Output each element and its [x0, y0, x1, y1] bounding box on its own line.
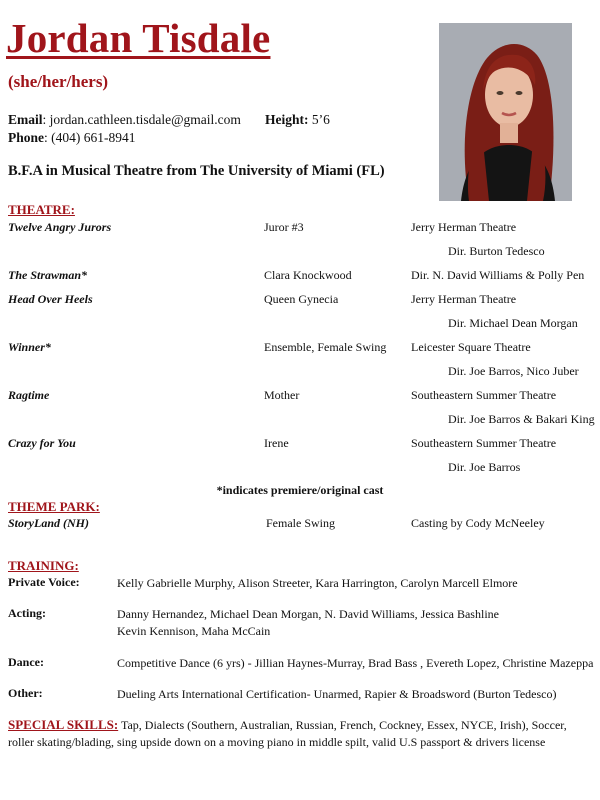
show-title: StoryLand (NH) [8, 516, 89, 530]
role: Female Swing [266, 516, 335, 530]
special-skills [8, 716, 593, 751]
show-title: Head Over Heels [8, 292, 93, 306]
credit-row [0, 220, 600, 240]
venue: Casting by Cody McNeeley [411, 516, 545, 530]
headshot-icon [439, 23, 572, 201]
headshot-photo [439, 23, 572, 201]
email-label: Email [8, 112, 43, 127]
resume-name: Jordan Tisdale [6, 15, 271, 61]
training-label: Private Voice: [8, 575, 80, 589]
director: Dir. Joe Barros, Nico Juber [448, 364, 579, 378]
training-value: Kelly Gabrielle Murphy, Alison Streeter, Kara Harrington, Carolyn Marcell Elmore [117, 576, 518, 590]
training-label: Dance: [8, 655, 44, 669]
degree: B.F.A in Musical Theatre from The University of Miami (FL) [8, 163, 385, 179]
venue: Dir. N. David Williams & Polly Pen [411, 268, 585, 282]
role: Queen Gynecia [264, 292, 339, 306]
premiere-note: *indicates premiere/original cast [216, 483, 384, 497]
phone-value: (404) 661-8941 [51, 130, 136, 145]
training-value: Competitive Dance (6 yrs) - Jillian Haynes-Murray, Brad Bass , Evereth Lopez, Christine Mazeppa [117, 656, 594, 670]
pronouns: (she/her/hers) [8, 72, 109, 91]
role: Irene [264, 436, 289, 450]
training-value: Kevin Kennison, Maha McCain [117, 624, 271, 638]
credit-row [0, 388, 600, 408]
venue: Jerry Herman Theatre [411, 292, 517, 306]
email-line: Email: jordan.cathleen.tisdale@gmail.com [8, 112, 241, 127]
credit-row [0, 268, 600, 288]
phone-label: Phone [8, 130, 45, 145]
training-label: Acting: [8, 606, 46, 620]
theme-park-heading: THEME PARK: [8, 499, 100, 514]
director: Dir. Burton Tedesco [448, 244, 545, 258]
show-title: The Strawman* [8, 268, 88, 282]
height-label: Height: [265, 112, 309, 127]
director: Dir. Michael Dean Morgan [448, 316, 578, 330]
director: Dir. Joe Barros & Bakari King [448, 412, 595, 426]
special-skills-text: Tap, Dialects (Southern, Australian, Russian, French, Cockney, Essex, NYCE, Irish), Soccer, roller skating/blading, sing upside down on a moving piano in middle spilt, valid U.S passport & drivers license [8, 718, 567, 749]
role: Ensemble, Female Swing [264, 340, 387, 354]
venue: Leicester Square Theatre [411, 340, 531, 354]
credit-row [0, 340, 600, 360]
credit-row [0, 292, 600, 312]
credit-row [0, 516, 600, 536]
height-value: 5’6 [311, 112, 330, 127]
email-value: jordan.cathleen.tisdale@gmail.com [49, 112, 241, 127]
phone-line: Phone: (404) 661-8941 [8, 130, 136, 145]
venue: Jerry Herman Theatre [411, 220, 517, 234]
special-skills-heading: SPECIAL SKILLS: [8, 717, 119, 732]
training-label: Other: [8, 686, 43, 700]
credit-row [0, 436, 600, 456]
role: Clara Knockwood [264, 268, 352, 282]
show-title: Winner* [8, 340, 51, 354]
training-value: Danny Hernandez, Michael Dean Morgan, N. David Williams, Jessica Bashline [117, 607, 499, 621]
height-line [265, 112, 330, 128]
director: Dir. Joe Barros [448, 460, 521, 474]
venue: Southeastern Summer Theatre [411, 436, 557, 450]
role: Mother [264, 388, 300, 402]
show-title: Twelve Angry Jurors [8, 220, 112, 234]
training-heading: TRAINING: [8, 558, 79, 573]
show-title: Ragtime [8, 388, 50, 402]
role: Juror #3 [264, 220, 304, 234]
show-title: Crazy for You [8, 436, 76, 450]
theatre-heading: THEATRE: [8, 202, 75, 217]
venue: Southeastern Summer Theatre [411, 388, 557, 402]
training-value: Dueling Arts International Certification- Unarmed, Rapier & Broadsword (Burton Tedesco) [117, 687, 557, 701]
